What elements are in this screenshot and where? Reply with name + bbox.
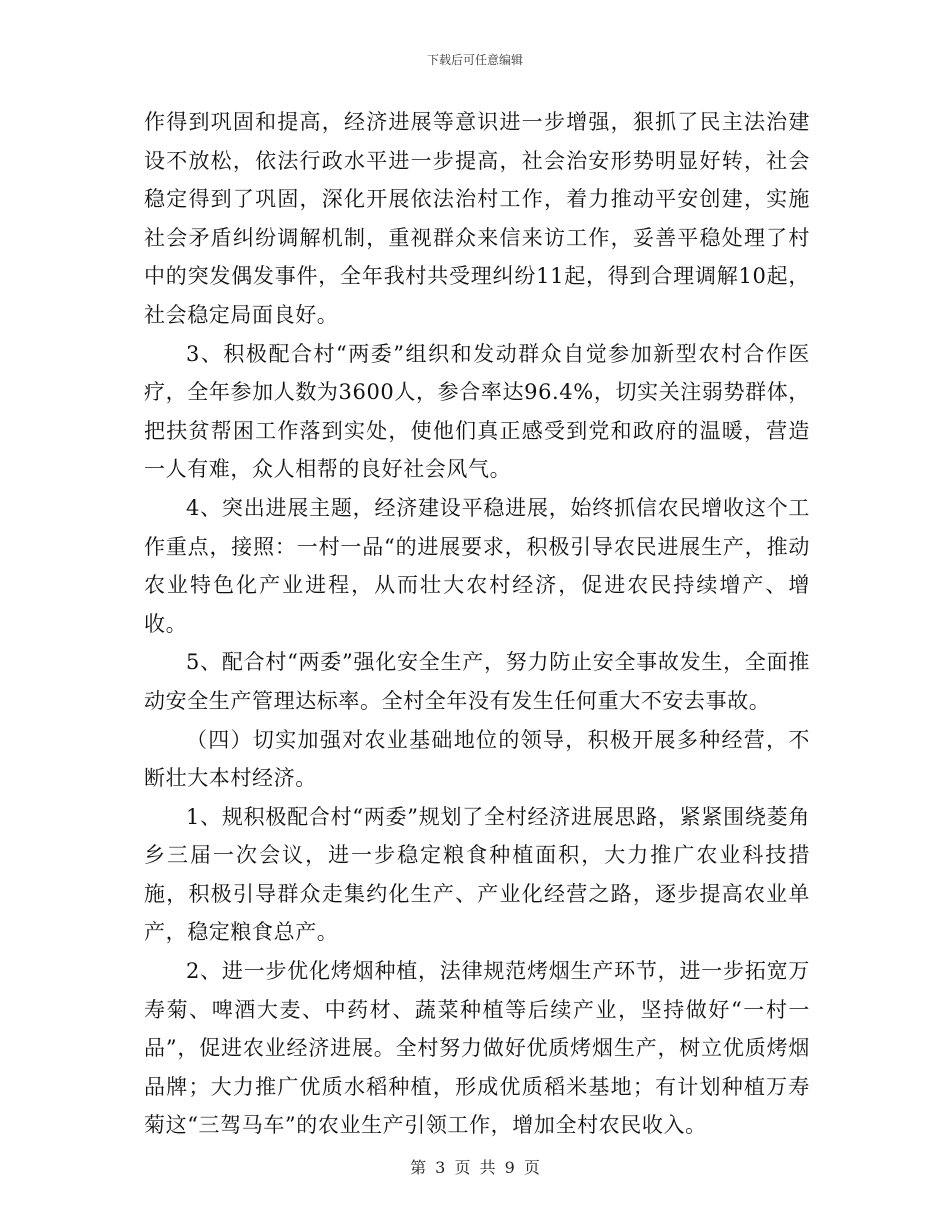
page-number-footer: 第 3 页 共 9 页 <box>410 1158 540 1177</box>
page-header: 下载后可任意编辑 <box>426 53 523 67</box>
paragraph-item-3: 3、积极配合村“两委”组织和发动群众自觉参加新型农村合作医疗，全年参加人数为3600人，参合率达96.4%，切实关注弱势群体，把扶贫帮困工作落到实处，使他们真正感受到党和政府的温暖，营造一人有难，众人相帮的良好社会风气。 <box>144 341 810 482</box>
section-heading-4: （四）切实加强对农业基础地位的领导，积极开展多种经营，不断壮大本村经济。 <box>144 727 810 791</box>
paragraph-item-4: 4、突出进展主题，经济建设平稳进展，始终抓信农民增收这个工作重点，接照：一村一品“的进展要求，积极引导农民进展生产，推动农业特色化产业进程，从而壮大农村经济，促进农民持续增产、增收。 <box>144 495 810 636</box>
paragraph-item-1: 1、规积极配合村“两委”规划了全村经济进展思路，紧紧围绕菱角乡三届一次会议，进一步稳定粮食种植面积，大力推广农业科技措施，积极引导群众走集约化生产、产业化经营之路，逐步提高农业单产，稳定粮食总产。 <box>144 804 810 945</box>
document-body <box>144 103 810 1145</box>
paragraph-item-5: 5、配合村“两委”强化安全生产，努力防止安全事故发生，全面推动安全生产管理达标率。全村全年没有发生任何重大不安去事故。 <box>144 650 810 713</box>
paragraph-item-2: 2、进一步优化烤烟种植，法律规范烤烟生产环节，进一步拓宽万寿菊、啤酒大麦、中药材、蔬菜种植等后续产业，坚持做好“一村一品”，促进农业经济进展。全村努力做好优质烤烟生产，树立优质烤烟品牌；大力推广优质水稻种植，形成优质稻米基地；有计划种植万寿菊这“三驾马车”的农业生产引领工作，增加全村农民收入。 <box>144 959 810 1138</box>
paragraph-continuation: 作得到巩固和提高，经济进展等意识进一步增强，狠抓了民主法治建设不放松，依法行政水平进一步提高，社会治安形势明显好转，社会稳定得到了巩固，深化开展依法治村工作，着力推动平安创建，实施社会矛盾纠纷调解机制，重视群众来信来访工作，妥善平稳处理了村中的突发偶发事件，全年我村共受理纠纷11起，得到合理调解10起，社会稳定局面良好。 <box>144 110 810 327</box>
